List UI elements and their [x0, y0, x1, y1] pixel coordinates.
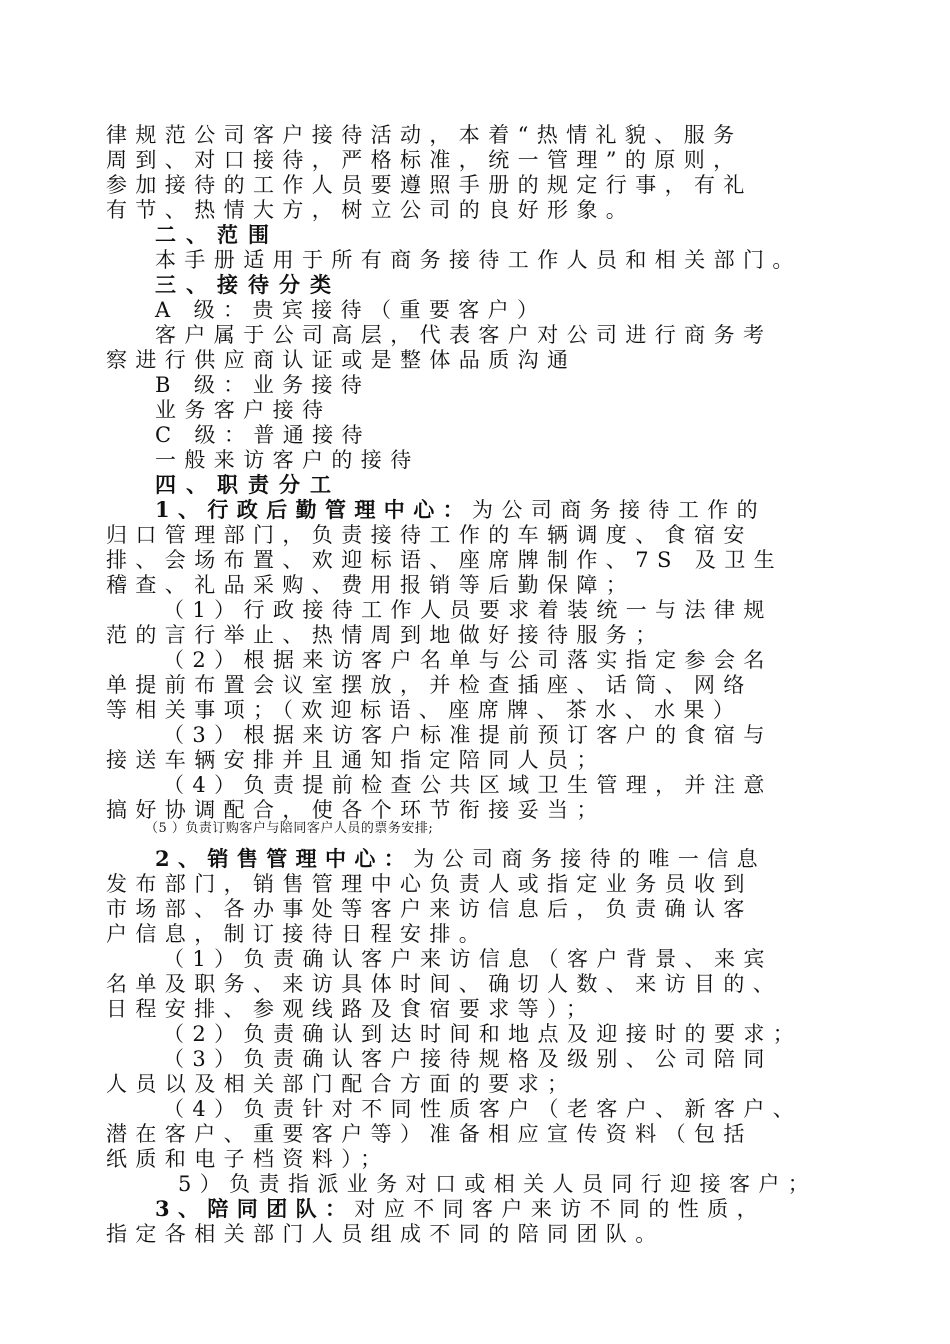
body-line-scope: 本手册适用于所有商务接待工作人员和相关部门。	[155, 248, 802, 272]
subsection-admin-title: 1、行政后勤管理中心：	[155, 497, 473, 522]
body-line-sales-item-3: （3）负责确认客户接待规格及级别、公司陪同	[163, 1047, 773, 1071]
body-line-admin-item-3: （3）根据来访客户标准提前预订客户的食宿与	[163, 723, 773, 747]
body-line-admin-item-5: （5 ）负责订购客户与陪同客户人员的票务安排;	[145, 821, 434, 836]
body-line-admin-item-4: （4）负责提前检查公共区域卫生管理，并注意	[163, 773, 773, 797]
body-line-admin-item-2c: 等相关事项；（欢迎标语、座席牌、茶水、水果）	[106, 698, 743, 722]
body-line-level-b: B 级：业务接待	[155, 373, 371, 397]
body-line-2: 周到、对口接待，严格标准，统一管理”的原则，	[106, 148, 743, 172]
body-line-sales-2: 发布部门，销售管理中心负责人或指定业务员收到	[106, 872, 753, 896]
subsection-escort-text: 对应不同客户来访不同的性质，	[354, 1197, 767, 1221]
body-line-admin-2: 归口管理部门，负责接待工作的车辆调度、食宿安	[106, 523, 753, 547]
body-line-admin-item-1b: 范的言行举止、热情周到地做好接待服务；	[106, 623, 665, 647]
body-line-admin-item-4b: 搞好协调配合，使各个环节衔接妥当；	[106, 798, 606, 822]
body-line-level-a: A 级：贵宾接待（重要客户）	[155, 298, 547, 322]
body-line-admin-item-3b: 接送车辆安排并且通知指定陪同人员；	[106, 748, 606, 772]
body-line-sales-3: 市场部、各办事处等客户来访信息后，负责确认客	[106, 897, 753, 921]
section-heading-scope: 二、范围	[155, 222, 279, 247]
subsection-sales-line	[155, 846, 766, 872]
section-heading-responsibilities: 四、职责分工	[155, 472, 341, 497]
body-line-escort-2: 指定各相关部门人员组成不同的陪同团队。	[106, 1222, 665, 1246]
section-heading-classification: 三、接待分类	[155, 272, 341, 297]
body-line-level-c: C 级：普通接待	[155, 423, 371, 447]
body-line-sales-item-2: （2）负责确认到达时间和地点及迎接时的要求；	[163, 1022, 803, 1046]
subsection-admin-line	[155, 497, 766, 523]
body-line-sales-item-5: 5）负责指派业务对口或相关人员同行迎接客户；	[178, 1172, 818, 1196]
body-line-admin-item-2: （2）根据来访客户名单与公司落实指定参会名	[163, 648, 773, 672]
subsection-escort-line	[155, 1196, 766, 1222]
body-line-level-a-desc: 客户属于公司高层，代表客户对公司进行商务考	[155, 323, 773, 347]
body-line-level-a-desc-2: 察进行供应商认证或是整体品质沟通	[106, 348, 577, 372]
body-line-1: 律规范公司客户接待活动，本着“热情礼貌、服务	[106, 123, 743, 147]
body-line-sales-item-1b: 名单及职务、来访具体时间、确切人数、来访目的、	[106, 972, 783, 996]
body-line-admin-3: 排、会场布置、欢迎标语、座席牌制作、7S 及卫生	[106, 548, 784, 572]
body-line-sales-item-3b: 人员以及相关部门配合方面的要求；	[106, 1072, 577, 1096]
body-line-sales-item-1: （1）负责确认客户来访信息（客户背景、来宾	[163, 947, 773, 971]
subsection-sales-text: 为公司商务接待的唯一信息	[413, 847, 767, 871]
subsection-escort-title: 3、陪同团队：	[155, 1196, 355, 1221]
body-line-admin-item-1: （1）行政接待工作人员要求着装统一与法律规	[163, 598, 773, 622]
body-line-sales-item-1c: 日程安排、参观线路及食宿要求等）；	[106, 997, 596, 1021]
body-line-admin-4: 稽查、礼品采购、费用报销等后勤保障；	[106, 573, 636, 597]
subsection-sales-title: 2、销售管理中心：	[155, 846, 414, 871]
subsection-admin-text: 为公司商务接待工作的	[472, 498, 767, 522]
body-line-4: 有节、热情大方，树立公司的良好形象。	[106, 198, 636, 222]
body-line-level-b-desc: 业务客户接待	[155, 398, 332, 422]
body-line-admin-item-2b: 单提前布置会议室摆放，并检查插座、话筒、网络	[106, 673, 753, 697]
body-line-level-c-desc: 一般来访客户的接待	[155, 448, 420, 472]
body-line-sales-4: 户信息，制订接待日程安排。	[106, 922, 489, 946]
body-line-sales-item-4: （4）负责针对不同性质客户（老客户、新客户、	[163, 1097, 803, 1121]
body-line-sales-item-4b: 潜在客户、重要客户等）准备相应宣传资料（包括	[106, 1122, 753, 1146]
body-line-sales-item-4c: 纸质和电子档资料）；	[106, 1147, 390, 1171]
body-line-3: 参加接待的工作人员要遵照手册的规定行事，有礼	[106, 173, 753, 197]
